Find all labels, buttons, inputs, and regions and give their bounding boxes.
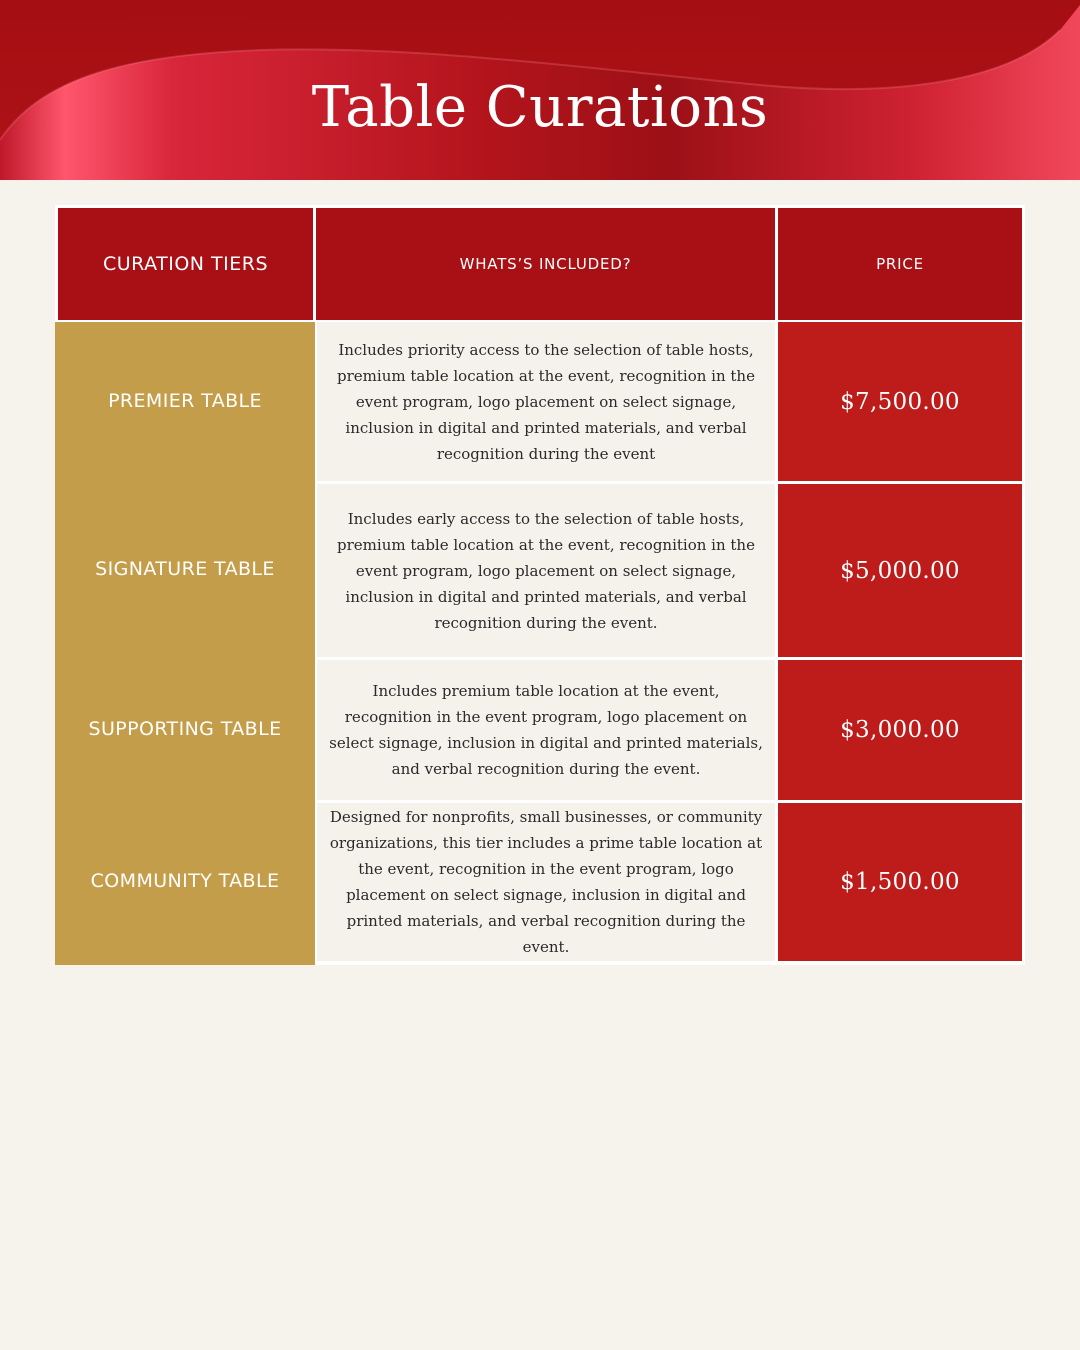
tier-label-premier: PREMIER TABLE	[108, 390, 262, 412]
header-curation-tiers: CURATION TIERS	[58, 208, 313, 320]
header-whats-included: WHATS’S INCLUDED?	[316, 208, 775, 320]
tier-label-supporting: SUPPORTING TABLE	[88, 718, 282, 740]
header-price: PRICE	[778, 208, 1022, 320]
table-row	[315, 802, 1025, 965]
included-description: Includes early access to the selection of table hosts, premium table location at the event, recognition in the event program, logo placement on select signage, inclusion in digital and printed materials, and verbal recognition during the event.	[317, 484, 775, 657]
table-row	[315, 659, 1025, 802]
pricing-table	[55, 205, 1025, 965]
tier-column	[55, 322, 315, 965]
table-row	[315, 483, 1025, 659]
page-title: Table Curations	[311, 75, 769, 140]
price-value: $7,500.00	[778, 322, 1022, 481]
price-value: $3,000.00	[778, 660, 1022, 800]
price-value: $1,500.00	[778, 803, 1022, 961]
included-description: Includes priority access to the selection of table hosts, premium table location at the event, recognition in the event program, logo placement on select signage, inclusion in digital and printed materials, and verbal recognition during the event	[317, 322, 775, 481]
included-description: Includes premium table location at the event, recognition in the event program, logo placement on select signage, inclusion in digital and printed materials, and verbal recognition during the event.	[317, 660, 775, 800]
header-banner	[0, 0, 1080, 180]
included-description: Designed for nonprofits, small businesses, or community organizations, this tier includes a prime table location at the event, recognition in the event program, logo placement on select signage, inclusion in digital and printed materials, and verbal recognition during the event.	[317, 803, 775, 961]
tier-label-signature: SIGNATURE TABLE	[95, 558, 275, 580]
price-value: $5,000.00	[778, 484, 1022, 657]
tier-label-community: COMMUNITY TABLE	[90, 870, 280, 892]
table-row	[315, 322, 1025, 483]
table-header-row	[55, 205, 1025, 322]
